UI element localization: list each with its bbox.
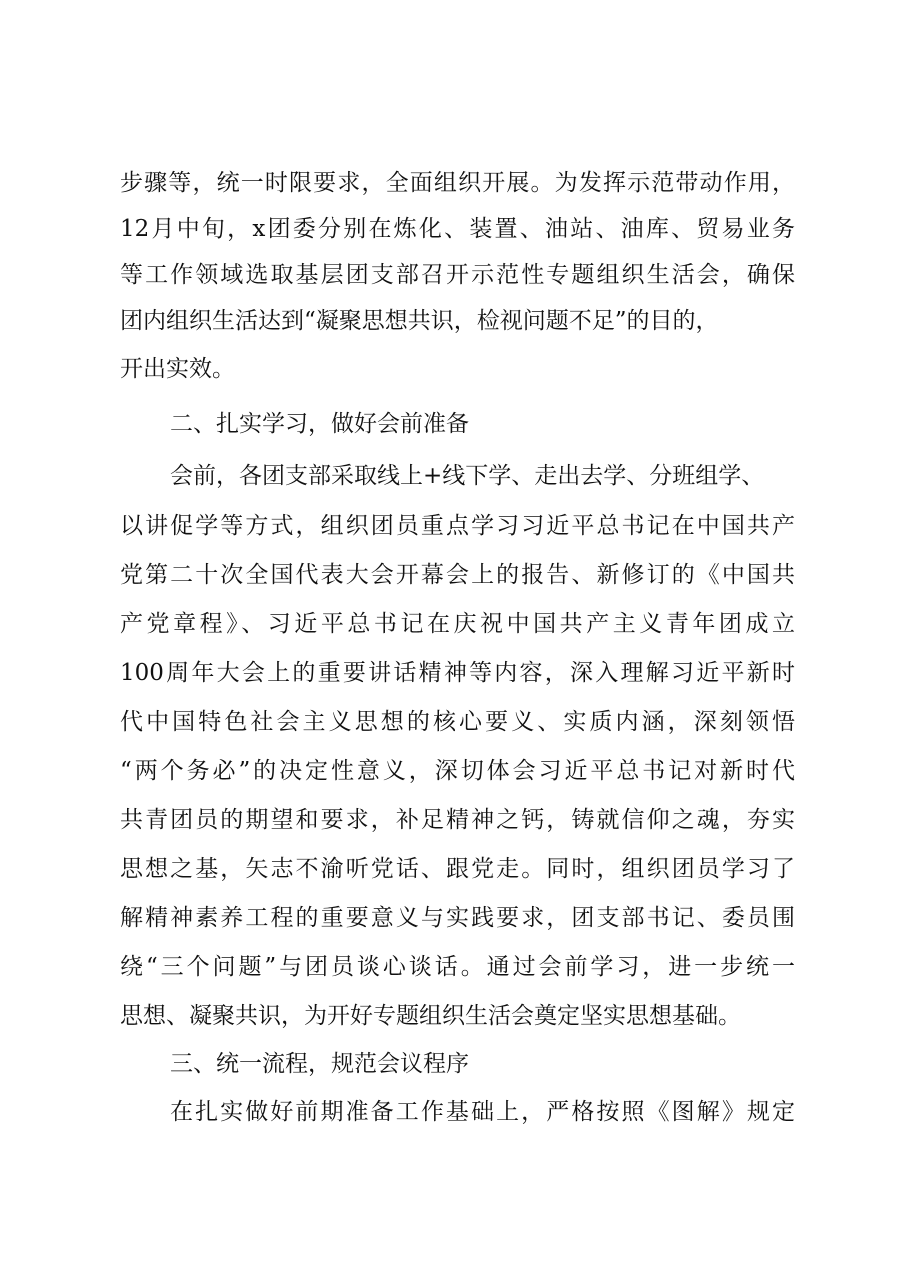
paragraph-line: 步骤等，统一时限要求，全面组织开展。为发挥示范带动作用， — [120, 170, 795, 196]
paragraph-line: 会前，各团支部采取线上+线下学、走出去学、分班组学、 — [170, 463, 765, 489]
section-heading: 二、扎实学习，做好会前准备 — [170, 411, 469, 437]
paragraph-line: 团内组织生活达到“凝聚思想共识，检视问题不足”的目的， — [120, 308, 719, 334]
paragraph-line: 解精神素养工程的重要意义与实践要求，团支部书记、委员围 — [120, 905, 795, 931]
paragraph-line: 党第二十次全国代表大会开幕会上的报告、新修订的《中国共 — [120, 562, 795, 588]
paragraph-line: 代中国特色社会主义思想的核心要义、实质内涵，深刻领悟 — [120, 709, 795, 735]
paragraph-line: 绕“三个问题”与团员谈心谈话。通过会前学习，进一步统一 — [120, 954, 795, 980]
paragraph-line: 产党章程》、习近平总书记在庆祝中国共产主义青年团成立 — [120, 611, 795, 637]
paragraph-line: 开出实效。 — [120, 356, 235, 382]
paragraph-line: 以讲促学等方式，组织团员重点学习习近平总书记在中国共产 — [120, 513, 795, 539]
section-heading: 三、统一流程，规范会议程序 — [170, 1051, 469, 1077]
paragraph-line: 100周年大会上的重要讲话精神等内容，深入理解习近平新时 — [120, 660, 795, 686]
paragraph-line: 在扎实做好前期准备工作基础上，严格按照《图解》规定 — [170, 1099, 795, 1125]
paragraph-line: 思想、凝聚共识，为开好专题组织生活会奠定坚实思想基础。 — [120, 1003, 741, 1029]
paragraph-line: 12月中旬，x团委分别在炼化、装置、油站、油库、贸易业务 — [120, 216, 795, 242]
paragraph-line: “两个务必”的决定性意义，深切体会习近平总书记对新时代 — [120, 758, 795, 784]
paragraph-line: 共青团员的期望和要求，补足精神之钙，铸就信仰之魂，夯实 — [120, 807, 795, 833]
paragraph-line: 思想之基，矢志不渝听党话、跟党走。同时，组织团员学习了 — [120, 856, 795, 882]
paragraph-line: 等工作领域选取基层团支部召开示范性专题组织生活会，确保 — [120, 262, 795, 288]
